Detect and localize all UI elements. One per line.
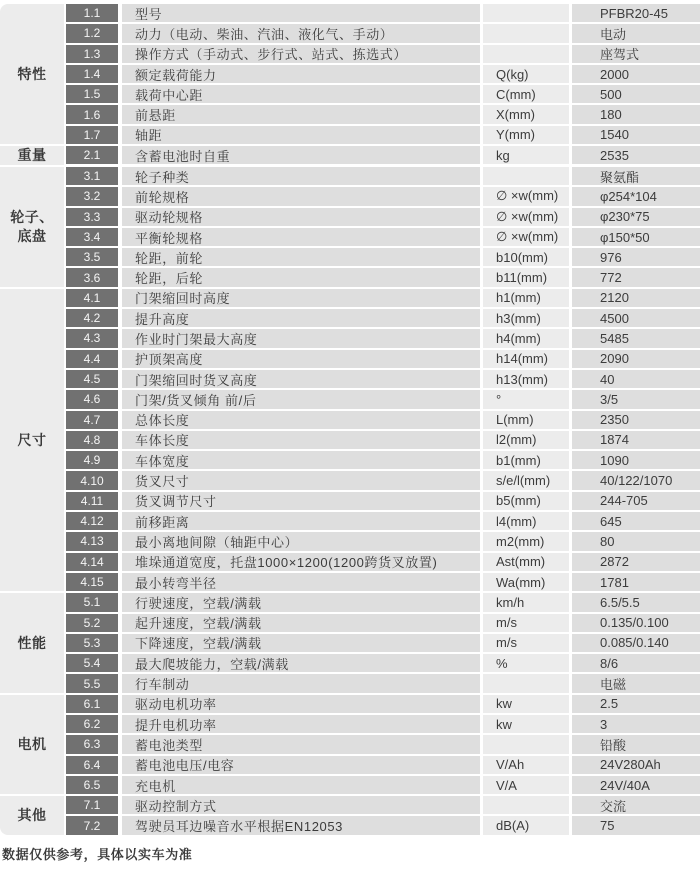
row-number-badge: 4.10 [66,471,118,489]
category-cell: 其他 [0,796,64,835]
value-cell: φ150*50 [572,228,700,246]
value-cell: 24V/40A [572,776,700,794]
spec-name-cell: 门架缩回时货叉高度 [122,370,480,388]
row-number-badge: 1.5 [66,85,118,103]
value-cell: 0.085/0.140 [572,634,700,652]
value-cell: 24V280Ah [572,756,700,774]
spec-row [64,309,700,327]
spec-name-cell: 蓄电池类型 [122,735,480,753]
spec-name-cell: 载荷中心距 [122,85,480,103]
spec-row [64,695,700,713]
value-cell: 2350 [572,411,700,429]
row-number-badge: 7.2 [66,816,118,834]
unit-cell [483,167,569,185]
value-cell: 40/122/1070 [572,471,700,489]
value-cell: 645 [572,512,700,530]
spec-row [64,167,700,185]
row-number-badge: 4.11 [66,492,118,510]
unit-cell: b1(mm) [483,451,569,469]
row-number-badge: 6.4 [66,756,118,774]
value-cell: 1874 [572,431,700,449]
spec-name-cell: 最大爬坡能力，空载/满载 [122,654,480,672]
value-cell: 6.5/5.5 [572,593,700,611]
unit-cell: h4(mm) [483,329,569,347]
section-rows [64,146,700,167]
spec-section [0,146,700,167]
unit-cell [483,4,569,22]
spec-row [64,105,700,123]
spec-row [64,146,700,164]
spec-name-cell: 总体长度 [122,411,480,429]
spec-row [64,65,700,83]
row-number-badge: 3.4 [66,228,118,246]
value-cell: 40 [572,370,700,388]
row-number-badge: 4.3 [66,329,118,347]
spec-section [0,4,700,146]
row-number-badge: 4.2 [66,309,118,327]
spec-row [64,390,700,408]
spec-row [64,532,700,550]
value-cell: 座驾式 [572,45,700,63]
unit-cell: Y(mm) [483,126,569,144]
unit-cell: C(mm) [483,85,569,103]
category-cell: 电机 [0,695,64,794]
unit-cell: ° [483,390,569,408]
spec-row [64,654,700,672]
spec-name-cell: 驾驶员耳边噪音水平根据EN12053 [122,816,480,834]
spec-name-cell: 起升速度，空载/满载 [122,614,480,632]
unit-cell: ∅ ×w(mm) [483,208,569,226]
value-cell: 4500 [572,309,700,327]
value-cell: 8/6 [572,654,700,672]
spec-name-cell: 货叉调节尺寸 [122,492,480,510]
row-number-badge: 5.4 [66,654,118,672]
unit-cell: dB(A) [483,816,569,834]
spec-name-cell: 操作方式（手动式、步行式、站式、拣选式） [122,45,480,63]
unit-cell: m/s [483,634,569,652]
row-number-badge: 4.5 [66,370,118,388]
row-number-badge: 5.2 [66,614,118,632]
value-cell: 3/5 [572,390,700,408]
value-cell: 2120 [572,289,700,307]
spec-name-cell: 前悬距 [122,105,480,123]
row-number-badge: 3.3 [66,208,118,226]
row-number-badge: 1.1 [66,4,118,22]
spec-name-cell: 车体长度 [122,431,480,449]
value-cell: 1090 [572,451,700,469]
value-cell: 80 [572,532,700,550]
row-number-badge: 5.5 [66,674,118,692]
row-number-badge: 1.7 [66,126,118,144]
row-number-badge: 6.3 [66,735,118,753]
value-cell: φ230*75 [572,208,700,226]
unit-cell: X(mm) [483,105,569,123]
spec-row [64,24,700,42]
spec-row [64,715,700,733]
row-number-badge: 5.1 [66,593,118,611]
spec-row [64,268,700,286]
section-rows [64,4,700,146]
unit-cell: h1(mm) [483,289,569,307]
spec-name-cell: 蓄电池电压/电容 [122,756,480,774]
spec-name-cell: 充电机 [122,776,480,794]
row-number-badge: 4.1 [66,289,118,307]
spec-name-cell: 驱动控制方式 [122,796,480,814]
row-number-badge: 1.2 [66,24,118,42]
spec-row [64,126,700,144]
spec-name-cell: 门架缩回时高度 [122,289,480,307]
value-cell: 0.135/0.100 [572,614,700,632]
spec-name-cell: 提升高度 [122,309,480,327]
spec-row [64,451,700,469]
unit-cell: m/s [483,614,569,632]
spec-row [64,289,700,307]
value-cell: 500 [572,85,700,103]
unit-cell: % [483,654,569,672]
spec-row [64,776,700,794]
spec-name-cell: 提升电机功率 [122,715,480,733]
spec-name-cell: 轮距，前轮 [122,248,480,266]
spec-row [64,816,700,834]
row-number-badge: 4.7 [66,411,118,429]
unit-cell: V/Ah [483,756,569,774]
spec-row [64,735,700,753]
spec-row [64,208,700,226]
row-number-badge: 4.12 [66,512,118,530]
row-number-badge: 4.4 [66,350,118,368]
unit-cell: Q(kg) [483,65,569,83]
section-rows [64,593,700,694]
unit-cell [483,24,569,42]
row-number-badge: 6.2 [66,715,118,733]
spec-row [64,512,700,530]
value-cell: 180 [572,105,700,123]
value-cell: 772 [572,268,700,286]
spec-name-cell: 轴距 [122,126,480,144]
row-number-badge: 4.14 [66,553,118,571]
unit-cell: m2(mm) [483,532,569,550]
spec-row [64,329,700,347]
row-number-badge: 3.1 [66,167,118,185]
row-number-badge: 3.6 [66,268,118,286]
value-cell: PFBR20-45 [572,4,700,22]
value-cell: 2090 [572,350,700,368]
unit-cell: ∅ ×w(mm) [483,228,569,246]
row-number-badge: 4.13 [66,532,118,550]
value-cell: 75 [572,816,700,834]
spec-row [64,796,700,814]
unit-cell: Ast(mm) [483,553,569,571]
value-cell: 5485 [572,329,700,347]
value-cell: 2872 [572,553,700,571]
spec-name-cell: 轮距，后轮 [122,268,480,286]
category-cell: 重量 [0,146,64,165]
spec-name-cell: 最小离地间隙（轴距中心） [122,532,480,550]
spec-row [64,248,700,266]
spec-row [64,45,700,63]
value-cell: 铅酸 [572,735,700,753]
value-cell: 2000 [572,65,700,83]
spec-name-cell: 驱动电机功率 [122,695,480,713]
unit-cell: kw [483,695,569,713]
spec-name-cell: 护顶架高度 [122,350,480,368]
spec-name-cell: 动力（电动、柴油、汽油、液化气、手动） [122,24,480,42]
row-number-badge: 2.1 [66,146,118,164]
row-number-badge: 7.1 [66,796,118,814]
unit-cell: V/A [483,776,569,794]
unit-cell [483,45,569,63]
unit-cell: b5(mm) [483,492,569,510]
spec-name-cell: 前轮规格 [122,187,480,205]
category-cell: 尺寸 [0,289,64,591]
spec-row [64,85,700,103]
row-number-badge: 1.4 [66,65,118,83]
spec-row [64,573,700,591]
spec-section [0,593,700,694]
section-rows [64,289,700,593]
spec-row [64,614,700,632]
spec-section [0,167,700,289]
spec-row [64,634,700,652]
row-number-badge: 6.1 [66,695,118,713]
row-number-badge: 3.5 [66,248,118,266]
unit-cell: Wa(mm) [483,573,569,591]
spec-row [64,431,700,449]
row-number-badge: 1.6 [66,105,118,123]
unit-cell: h14(mm) [483,350,569,368]
unit-cell [483,796,569,814]
row-number-badge: 4.9 [66,451,118,469]
spec-name-cell: 最小转弯半径 [122,573,480,591]
spec-row [64,228,700,246]
spec-name-cell: 货叉尺寸 [122,471,480,489]
spec-name-cell: 含蓄电池时自重 [122,146,480,164]
value-cell: 244-705 [572,492,700,510]
unit-cell: b10(mm) [483,248,569,266]
spec-row [64,471,700,489]
value-cell: φ254*104 [572,187,700,205]
unit-cell: ∅ ×w(mm) [483,187,569,205]
spec-name-cell: 平衡轮规格 [122,228,480,246]
section-rows [64,796,700,837]
section-rows [64,167,700,289]
unit-cell [483,735,569,753]
spec-section [0,796,700,837]
spec-name-cell: 驱动轮规格 [122,208,480,226]
footer-note: 数据仅供参考，具体以实车为准 [2,846,193,862]
spec-row [64,492,700,510]
spec-name-cell: 堆垛通道宽度，托盘1000×1200(1200跨货叉放置) [122,553,480,571]
row-number-badge: 3.2 [66,187,118,205]
value-cell: 3 [572,715,700,733]
unit-cell: h13(mm) [483,370,569,388]
value-cell: 2.5 [572,695,700,713]
spec-row [64,553,700,571]
spec-name-cell: 型号 [122,4,480,22]
value-cell: 电磁 [572,674,700,692]
row-number-badge: 4.8 [66,431,118,449]
row-number-badge: 1.3 [66,45,118,63]
row-number-badge: 4.6 [66,390,118,408]
value-cell: 2535 [572,146,700,164]
unit-cell: kg [483,146,569,164]
spec-row [64,370,700,388]
spec-name-cell: 前移距离 [122,512,480,530]
spec-section [0,695,700,796]
unit-cell: l4(mm) [483,512,569,530]
unit-cell: l2(mm) [483,431,569,449]
value-cell: 电动 [572,24,700,42]
value-cell: 交流 [572,796,700,814]
unit-cell: km/h [483,593,569,611]
unit-cell: h3(mm) [483,309,569,327]
spec-name-cell: 轮子种类 [122,167,480,185]
row-number-badge: 4.15 [66,573,118,591]
unit-cell: s/e/l(mm) [483,471,569,489]
spec-name-cell: 车体宽度 [122,451,480,469]
row-number-badge: 6.5 [66,776,118,794]
spec-name-cell: 行驶速度，空载/满载 [122,593,480,611]
spec-name-cell: 下降速度，空载/满载 [122,634,480,652]
unit-cell [483,674,569,692]
spec-row [64,411,700,429]
spec-name-cell: 额定载荷能力 [122,65,480,83]
spec-section [0,289,700,593]
unit-cell: L(mm) [483,411,569,429]
spec-name-cell: 作业时门架最大高度 [122,329,480,347]
spec-row [64,593,700,611]
spec-row [64,187,700,205]
spec-row [64,4,700,22]
spec-name-cell: 门架/货叉倾角 前/后 [122,390,480,408]
value-cell: 1540 [572,126,700,144]
value-cell: 聚氨酯 [572,167,700,185]
row-number-badge: 5.3 [66,634,118,652]
section-rows [64,695,700,796]
spec-row [64,756,700,774]
spec-row [64,350,700,368]
value-cell: 976 [572,248,700,266]
unit-cell: kw [483,715,569,733]
category-cell: 性能 [0,593,64,692]
unit-cell: b11(mm) [483,268,569,286]
spec-name-cell: 行车制动 [122,674,480,692]
value-cell: 1781 [572,573,700,591]
spec-row [64,674,700,692]
category-cell: 轮子、底盘 [0,167,64,287]
category-cell: 特性 [0,4,64,144]
